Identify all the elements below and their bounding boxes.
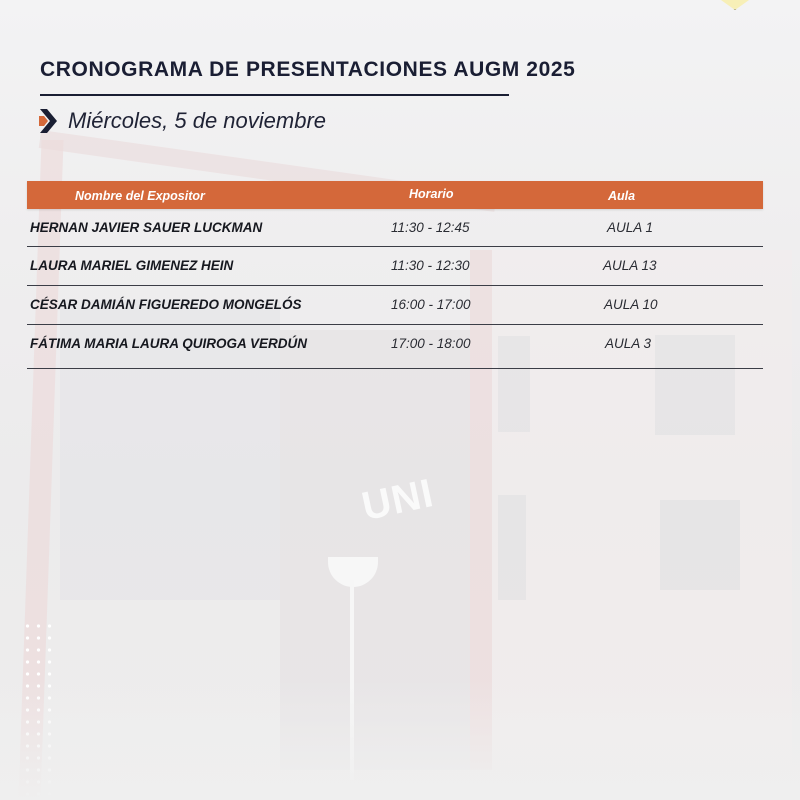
presenter-name: HERNAN JAVIER SAUER LUCKMAN <box>30 220 263 235</box>
table-header <box>27 181 763 209</box>
column-header-room: Aula <box>608 189 636 203</box>
room: AULA 10 <box>604 297 658 312</box>
presenter-name: CÉSAR DAMIÁN FIGUEREDO MONGELÓS <box>30 297 302 312</box>
table-body <box>27 209 763 369</box>
column-header-time: Horario <box>409 187 454 201</box>
date-label: Miércoles, 5 de noviembre <box>68 108 327 133</box>
table-row <box>27 209 763 247</box>
title-underline <box>40 94 509 96</box>
room: AULA 13 <box>603 258 657 273</box>
room: AULA 3 <box>605 336 652 351</box>
presenter-name: LAURA MARIEL GIMENEZ HEIN <box>30 258 234 273</box>
time-slot: 11:30 - 12:30 <box>391 258 470 273</box>
room: AULA 1 <box>607 220 654 235</box>
date-heading <box>38 106 326 136</box>
table-row <box>27 286 763 325</box>
time-slot: 16:00 - 17:00 <box>391 297 471 312</box>
presenter-name: FÁTIMA MARIA LAURA QUIROGA VERDÚN <box>30 336 307 351</box>
building-sign: UNI <box>358 471 438 530</box>
chevron-right-icon <box>38 108 58 134</box>
page-title: CRONOGRAMA DE PRESENTACIONES AUGM 2025 <box>40 58 576 81</box>
time-slot: 11:30 - 12:45 <box>391 220 470 235</box>
time-slot: 17:00 - 18:00 <box>391 336 471 351</box>
table-row <box>27 247 763 286</box>
table-row <box>27 325 763 369</box>
column-header-name: Nombre del Expositor <box>75 189 205 203</box>
schedule-table <box>27 181 763 369</box>
